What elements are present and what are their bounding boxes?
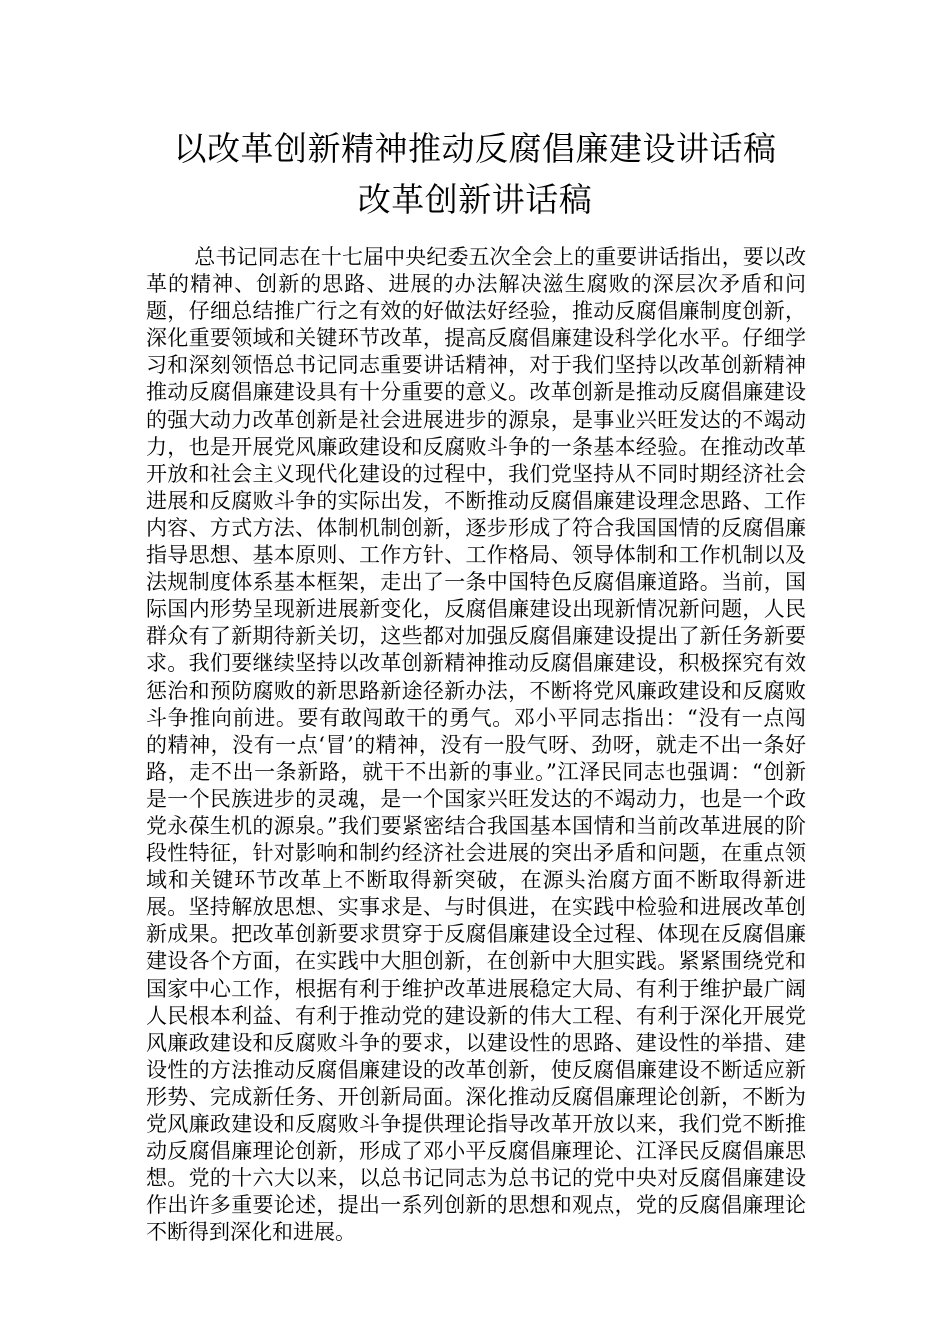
document-subtitle: 改革创新讲话稿: [357, 180, 593, 219]
document-title: 以改革创新精神推动反腐倡廉建设讲话稿: [173, 129, 777, 168]
body-paragraph: 总书记同志在十七届中央纪委五次全会上的重要讲话指出，要以改革的精神、创新的思路、进展的办法解决滋生腐败的深层次矛盾和问题，仔细总结推广行之有效的好做法好经验，推动反腐倡廉制度创新，深化重要领域和关键环节改革，提高反腐倡廉建设科学化水平。仔细学习和深刻领悟总书记同志重要讲话精神，对于我们坚持以改革创新精神推动反腐倡廉建设具有十分重要的意义。改革创新是推动反腐倡廉建设的强大动力改革创新是社会进展进步的源泉，是事业兴旺发达的不竭动力，也是开展党风廉政建设和反腐败斗争的一条基本经验。在推动改革开放和社会主义现代化建设的过程中，我们党坚持从不同时期经济社会进展和反腐败斗争的实际出发，不断推动反腐倡廉建设理念思路、工作内容、方式方法、体制机制创新，逐步形成了符合我国国情的反腐倡廉指导思想、基本原则、工作方针、工作格局、领导体制和工作机制以及法规制度体系基本框架，走出了一条中国特色反腐倡廉道路。当前，国际国内形势呈现新进展新变化，反腐倡廉建设出现新情况新问题，人民群众有了新期待新关切，这些都对加强反腐倡廉建设提出了新任务新要求。我们要继续坚持以改革创新精神推动反腐倡廉建设，积极探究有效惩治和预防腐败的新思路新途径新办法，不断将党风廉政建设和反腐败斗争推向前进。要有敢闯敢干的勇气。邓小平同志指出：“没有一点闯的精神，没有一点‘冒’的精神，没有一股气呀、劲呀，就走不出一条好路，走不出一条新路，就干不出新的事业。”江泽民同志也强调：“创新是一个民族进步的灵魂，是一个国家兴旺发达的不竭动力，也是一个政党永葆生机的源泉。”我们要紧密结合我国基本国情和当前改革进展的阶段性特征，针对影响和制约经济社会进展的突出矛盾和问题，在重点领域和关键环节改革上不断取得新突破，在源头治腐方面不断取得新进展。坚持解放思想、实事求是、与时俱进，在实践中检验和进展改革创新成果。把改革创新要求贯穿于反腐倡廉建设全过程、体现在反腐倡廉建设各个方面，在实践中大胆创新，在创新中大胆实践。紧紧围绕党和国家中心工作，根据有利于维护改革进展稳定大局、有利于维护最广阔人民根本利益、有利于推动党的建设新的伟大工程、有利于深化开展党风廉政建设和反腐败斗争的要求，以建设性的思路、建设性的举措、建设性的方法推动反腐倡廉建设的改革创新，使反腐倡廉建设不断适应新形势、完成新任务、开创新局面。深化推动反腐倡廉理论创新，不断为党风廉政建设和反腐败斗争提供理论指导改革开放以来，我们党不断推动反腐倡廉理论创新，形成了邓小平反腐倡廉理论、江泽民反腐倡廉思想。党的十六大以来，以总书记同志为总书记的党中央对反腐倡廉建设作出许多重要论述，提出一系列创新的思想和观点，党的反腐倡廉理论不断得到深化和进展。: [146, 245, 806, 1245]
